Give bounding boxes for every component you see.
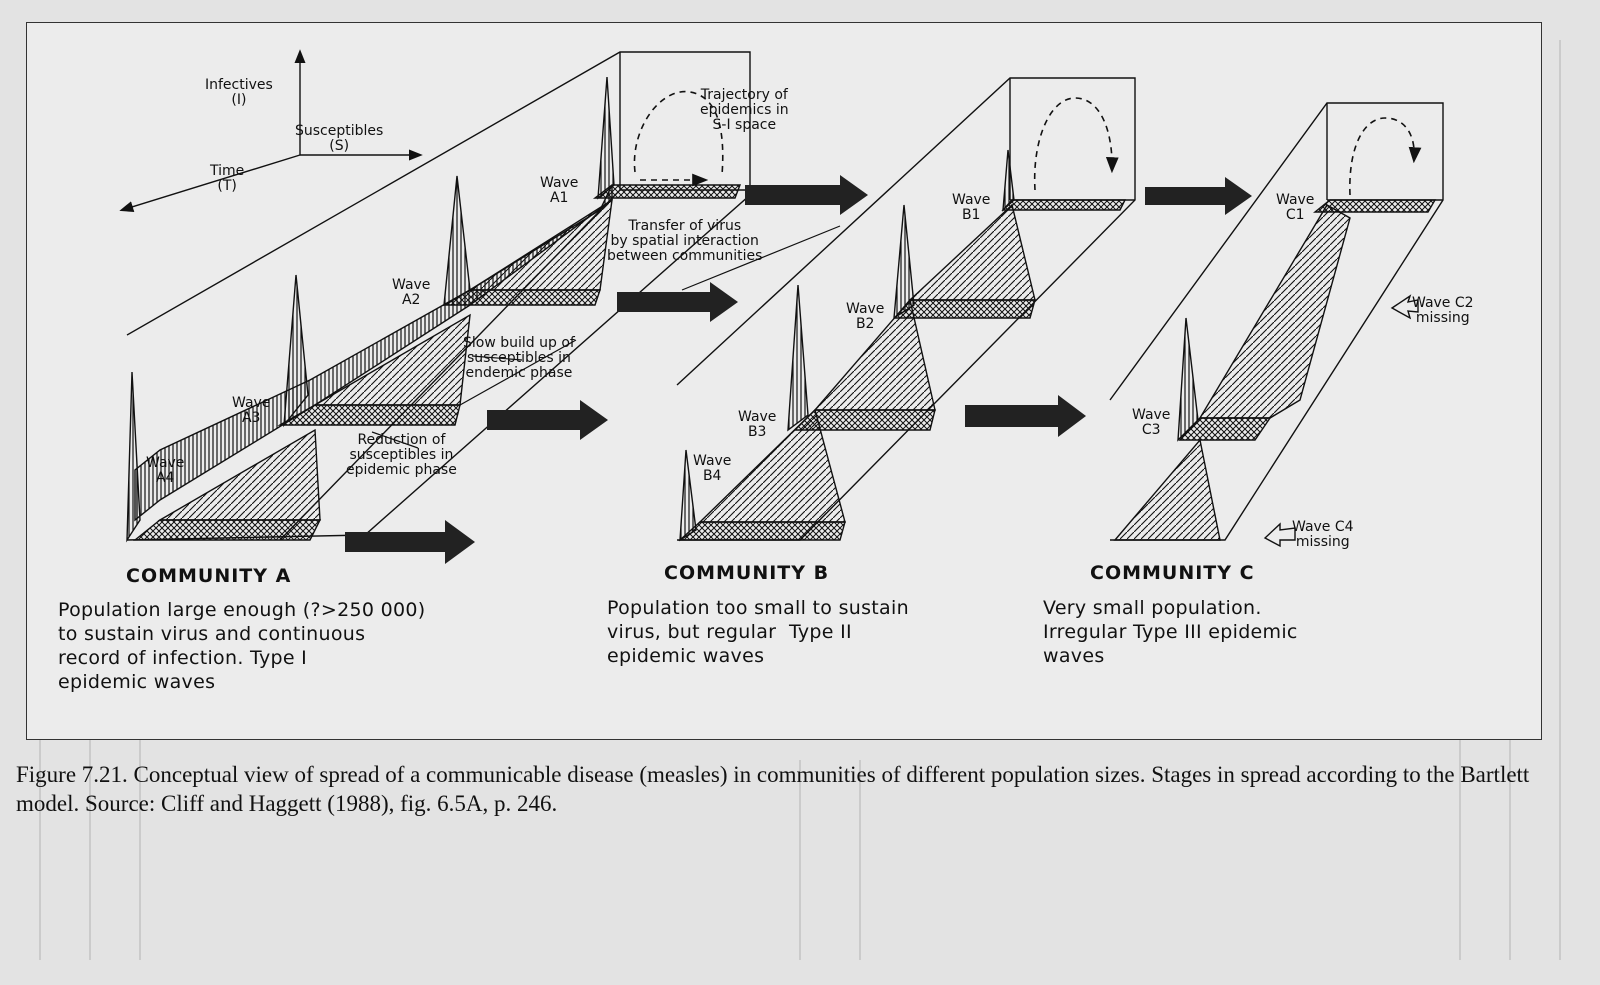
wave-label-b2: Wave B2: [846, 301, 885, 332]
wave-label-b4: Wave B4: [693, 453, 732, 484]
community-b-description: Population too small to sustain virus, but regular Type II epidemic waves: [607, 597, 909, 667]
trajectory-loop-b: [1035, 98, 1112, 190]
transfer-arrow-4: [345, 520, 475, 564]
community-c-description: Very small population. Irregular Type III epidemic waves: [1043, 597, 1298, 667]
transfer-arrow-5: [1145, 177, 1252, 215]
wave-label-a1: Wave A1: [540, 175, 579, 206]
community-c-block: [1110, 103, 1443, 540]
axis-label-susceptibles: Susceptibles (S): [295, 123, 384, 154]
axis-label-infectives: Infectives (I): [205, 77, 273, 108]
community-b-block: [677, 78, 1135, 540]
wave-label-c2-missing: Wave C2 missing: [1412, 295, 1474, 326]
wave-label-b3: Wave B3: [738, 409, 777, 440]
trajectory-loop-c: [1350, 118, 1414, 195]
transfer-arrow-3: [487, 400, 608, 440]
annotation-buildup: Slow build up of susceptibles in endemic phase: [463, 335, 575, 381]
community-a-description: Population large enough (?>250 000) to sustain virus and continuous record of infection. Type I epidemic waves: [58, 599, 426, 693]
community-c-title: COMMUNITY C: [1090, 562, 1255, 584]
wave-label-c3: Wave C3: [1132, 407, 1171, 438]
wave-label-c1: Wave C1: [1276, 192, 1315, 223]
wave-label-a4: Wave A4: [146, 455, 185, 486]
community-a-title: COMMUNITY A: [126, 565, 292, 587]
missing-arrow-c4: [1265, 524, 1295, 546]
figure-caption: Figure 7.21. Conceptual view of spread of a communicable disease (measles) in communities of different population sizes. Stages in spread according to the Bartlett model. Source: Cliff and Haggett (1988), fig. 6.5A, p. 246.: [16, 762, 1530, 816]
wave-label-a2: Wave A2: [392, 277, 431, 308]
annotation-reduction: Reduction of susceptibles in epidemic phase: [346, 432, 457, 478]
axis-label-time: Time (T): [210, 163, 245, 194]
wave-label-a3: Wave A3: [232, 395, 271, 426]
annotation-trajectory: Trajectory of epidemics in S-I space: [700, 87, 789, 133]
transfer-arrow-1: [745, 175, 868, 215]
wave-label-b1: Wave B1: [952, 192, 991, 223]
community-b-title: COMMUNITY B: [664, 562, 830, 584]
transfer-arrow-6: [965, 395, 1086, 437]
annotation-transfer: Transfer of virus by spatial interaction between communities: [607, 218, 763, 264]
wave-label-c4-missing: Wave C4 missing: [1292, 519, 1354, 550]
transfer-arrow-2: [617, 282, 738, 322]
